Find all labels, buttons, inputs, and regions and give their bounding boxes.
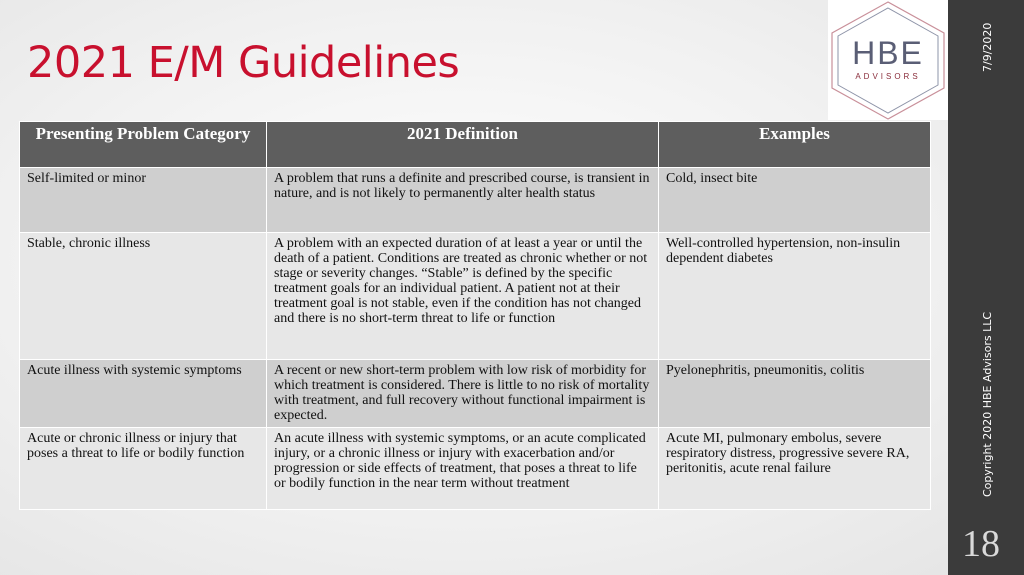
cell-definition: An acute illness with systemic symptoms, or an acute complicated injury, or a chronic illness or injury with exacerbation and/or progression or side effects of treatment, that poses a threat to life or bodily function in the near term without treatment <box>267 428 659 510</box>
guidelines-table <box>19 121 931 510</box>
table-row <box>20 360 931 428</box>
table-row <box>20 233 931 360</box>
slide-title: 2021 E/M Guidelines <box>27 38 460 88</box>
cell-definition: A recent or new short-term problem with low risk of morbidity for which treatment is considered. There is little to no risk of mortality with treatment, and full recovery without functional impairment is expected. <box>267 360 659 428</box>
cell-examples: Acute MI, pulmonary embolus, severe respiratory distress, progressive severe RA, peritonitis, acute renal failure <box>659 428 931 510</box>
cell-examples: Well-controlled hypertension, non-insulin dependent diabetes <box>659 233 931 360</box>
hexagon-logo-icon <box>828 0 948 120</box>
page-number: 18 <box>962 523 1000 565</box>
header-definition: 2021 Definition <box>267 122 659 168</box>
cell-category: Acute illness with systemic symptoms <box>20 360 267 428</box>
table-row <box>20 428 931 510</box>
hbe-advisors-logo <box>828 0 948 120</box>
table-row <box>20 168 931 233</box>
cell-definition: A problem with an expected duration of at least a year or until the death of a patient. Conditions are treated as chronic whether or not stage or severity changes. “Stable” is defined by the specific treatment goals for an individual patient. A patient not at their treatment goal is not stable, even if the condition has not changed and there is no short-term threat to life or function <box>267 233 659 360</box>
header-examples: Examples <box>659 122 931 168</box>
cell-examples: Cold, insect bite <box>659 168 931 233</box>
cell-category: Stable, chronic illness <box>20 233 267 360</box>
cell-category: Acute or chronic illness or injury that poses a threat to life or bodily function <box>20 428 267 510</box>
slide-date: 7/9/2020 <box>981 22 994 72</box>
logo-text-main: HBE <box>852 35 924 71</box>
logo-text-sub: ADVISORS <box>855 72 921 81</box>
table-header-row <box>20 122 931 168</box>
header-category: Presenting Problem Category <box>20 122 267 168</box>
copyright-text: Copyright 2020 HBE Advisors LLC <box>981 311 994 497</box>
cell-category: Self-limited or minor <box>20 168 267 233</box>
cell-examples: Pyelonephritis, pneumonitis, colitis <box>659 360 931 428</box>
cell-definition: A problem that runs a definite and prescribed course, is transient in nature, and is not likely to permanently alter health status <box>267 168 659 233</box>
